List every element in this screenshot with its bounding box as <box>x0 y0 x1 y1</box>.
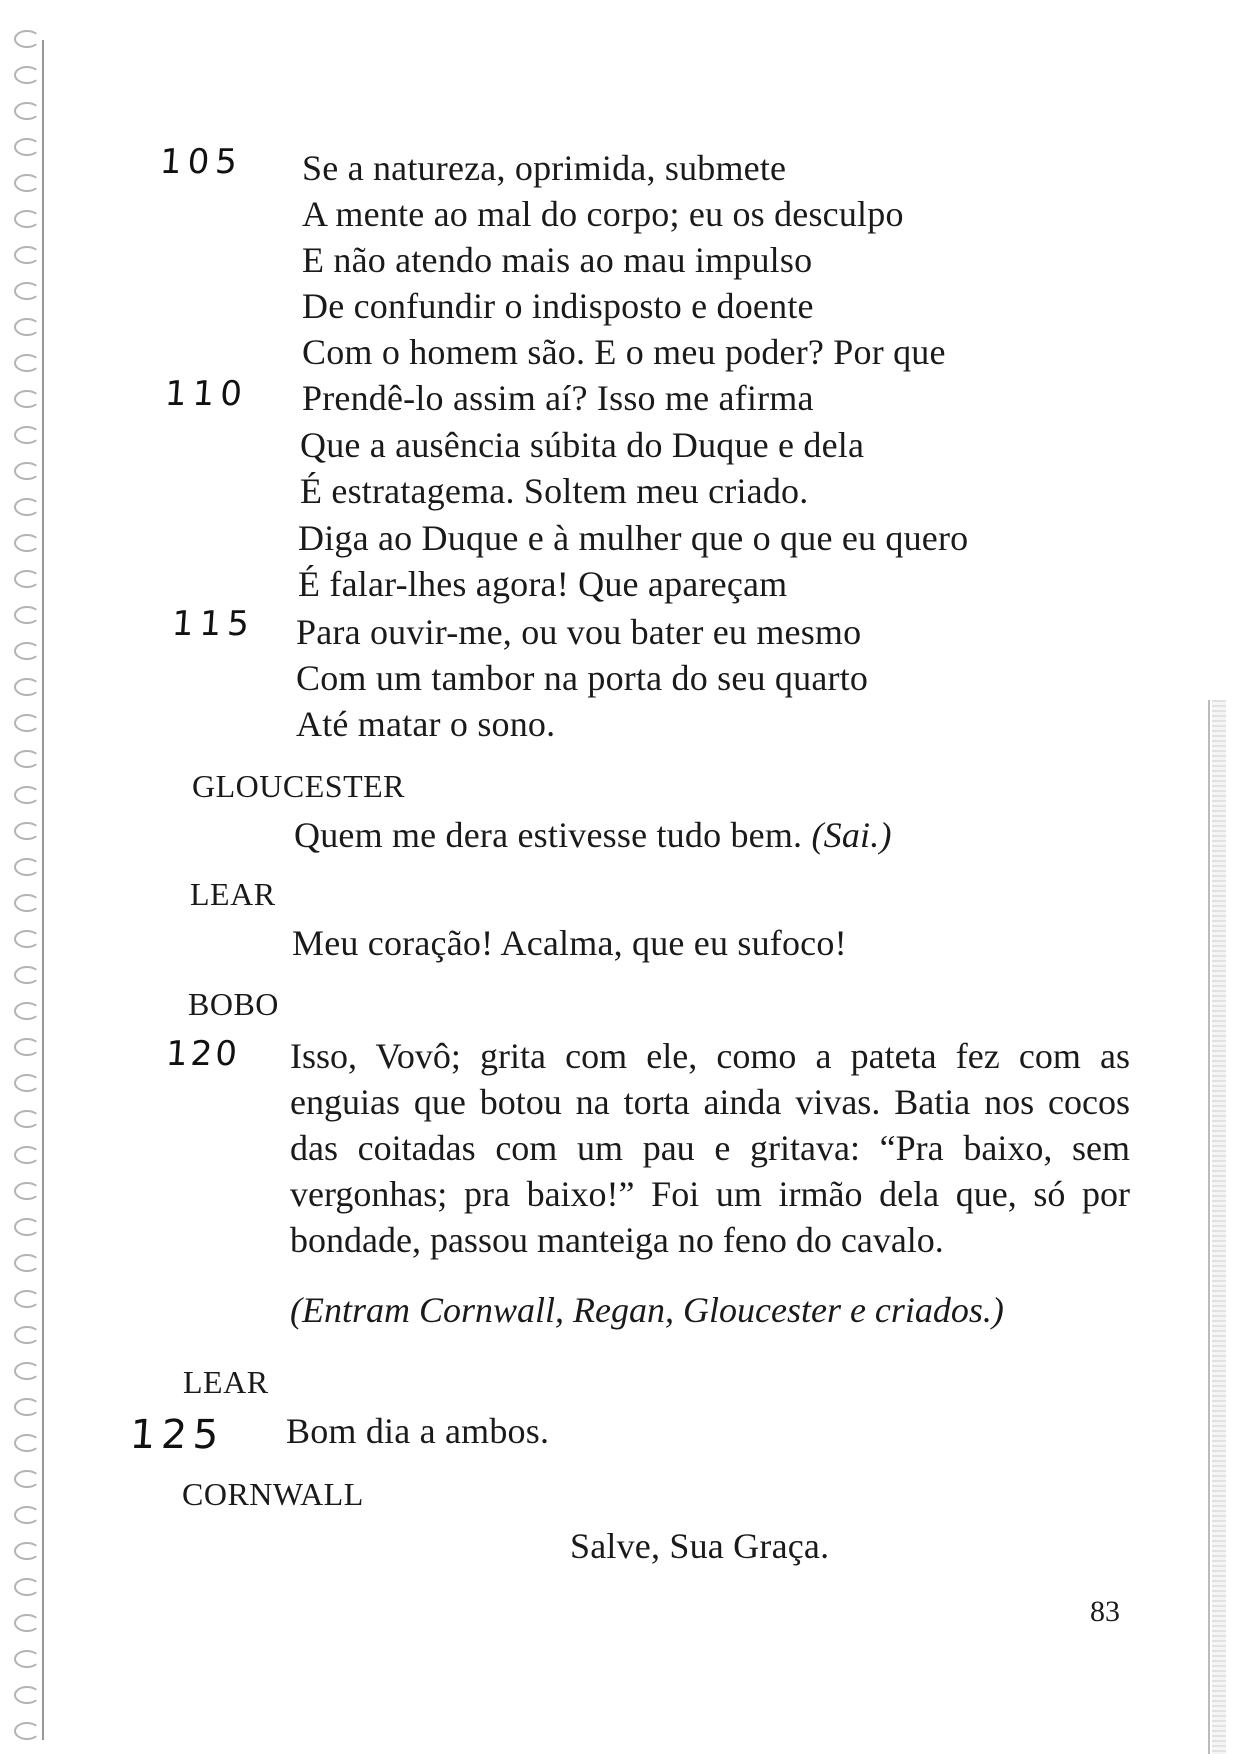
spiral-ring <box>14 570 40 588</box>
dialogue-line <box>294 812 892 858</box>
verse-line: Com o homem são. E o meu poder? Por que <box>302 332 946 372</box>
prose-speech: Isso, Vovô; grita com ele, como a pateta fez com as enguias que botou na torta ainda vivas. Batia nos cocos das coitadas com um pau e gritava: “Pra baixo, sem vergonhas; pra baixo!” Foi um irmão dela que, só por bondade, passou manteiga no feno do cavalo. <box>290 1036 1130 1260</box>
spiral-ring <box>14 1218 40 1236</box>
speaker-name: GLOUCESTER <box>192 768 405 804</box>
spiral-ring <box>14 354 40 372</box>
right-page-edge <box>1212 700 1226 1754</box>
spiral-ring <box>14 534 40 552</box>
verse-line: De confundir o indisposto e doente <box>302 286 814 326</box>
spiral-ring <box>14 1578 40 1596</box>
spiral-ring <box>14 1290 40 1308</box>
spiral-ring <box>14 1362 40 1380</box>
spiral-ring <box>14 678 40 696</box>
spiral-ring <box>14 1542 40 1560</box>
spiral-ring <box>14 1434 40 1452</box>
spiral-ring <box>14 1650 40 1668</box>
spiral-ring <box>14 858 40 876</box>
verse-line: A mente ao mal do corpo; eu os desculpo <box>302 194 904 234</box>
speaker-name: BOBO <box>188 986 279 1022</box>
verse-line: Prendê-lo assim aí? Isso me afirma <box>302 378 814 418</box>
spiral-ring <box>14 1722 40 1740</box>
spiral-ring <box>14 1686 40 1704</box>
verse-line: Diga ao Duque e à mulher que o que eu quero <box>298 518 969 558</box>
spiral-ring <box>14 462 40 480</box>
spiral-ring <box>14 894 40 912</box>
spiral-ring <box>14 1470 40 1488</box>
dialogue-line: Meu coração! Acalma, que eu sufoco! <box>292 923 847 963</box>
dialogue-text: Quem me dera estivesse tudo bem. <box>294 815 803 855</box>
right-page-edge-line <box>1208 700 1210 1754</box>
spiral-binding <box>14 30 54 1750</box>
verse-line: Com um tambor na porta do seu quarto <box>296 658 869 698</box>
dialogue-line: Bom dia a ambos. <box>286 1411 550 1451</box>
line-number-115: 115 <box>170 604 257 644</box>
spiral-ring <box>14 930 40 948</box>
spiral-ring <box>14 714 40 732</box>
line-number-105: 105 <box>158 142 245 182</box>
spiral-ring <box>14 210 40 228</box>
line-number-110: 110 <box>163 374 250 414</box>
verse-line: Se a natureza, oprimida, submete <box>302 148 787 188</box>
spiral-ring <box>14 66 40 84</box>
verse-line: É falar-lhes agora! Que apareçam <box>298 564 788 604</box>
spiral-ring <box>14 750 40 768</box>
spiral-ring <box>14 1506 40 1524</box>
spiral-ring <box>14 1074 40 1092</box>
speaker-name: LEAR <box>190 876 276 912</box>
stage-direction: (Entram Cornwall, Regan, Gloucester e criados.) <box>290 1290 1004 1330</box>
verse-line: É estratagema. Soltem meu criado. <box>300 471 809 511</box>
speaker-name: LEAR <box>183 1364 269 1400</box>
binding-edge-line <box>42 40 44 1740</box>
speaker-name: CORNWALL <box>182 1476 364 1512</box>
spiral-ring <box>14 174 40 192</box>
spiral-ring <box>14 1326 40 1344</box>
verse-line: Até matar o sono. <box>296 704 556 744</box>
verse-line: E não atendo mais ao mau impulso <box>302 240 813 280</box>
spiral-ring <box>14 1038 40 1056</box>
spiral-ring <box>14 498 40 516</box>
spiral-ring <box>14 30 40 48</box>
spiral-ring <box>14 426 40 444</box>
spiral-ring <box>14 1254 40 1272</box>
spiral-ring <box>14 390 40 408</box>
spiral-ring <box>14 822 40 840</box>
spiral-ring <box>14 102 40 120</box>
spiral-ring <box>14 1182 40 1200</box>
page-number: 83 <box>1090 1595 1120 1628</box>
spiral-ring <box>14 318 40 336</box>
spiral-ring <box>14 1110 40 1128</box>
spiral-ring <box>14 1398 40 1416</box>
dialogue-line: Salve, Sua Graça. <box>570 1526 830 1566</box>
stage-direction: (Sai.) <box>811 815 892 855</box>
verse-line: Para ouvir-me, ou vou bater eu mesmo <box>296 612 862 652</box>
spiral-ring <box>14 1614 40 1632</box>
line-number-125: 125 <box>128 1412 226 1458</box>
spiral-ring <box>14 606 40 624</box>
spiral-ring <box>14 246 40 264</box>
spiral-ring <box>14 1146 40 1164</box>
spiral-ring <box>14 138 40 156</box>
line-number-120: 120 <box>164 1034 242 1074</box>
spiral-ring <box>14 642 40 660</box>
spiral-ring <box>14 1002 40 1020</box>
spiral-ring <box>14 282 40 300</box>
spiral-ring <box>14 786 40 804</box>
spiral-ring <box>14 966 40 984</box>
verse-line: Que a ausência súbita do Duque e dela <box>300 425 865 465</box>
